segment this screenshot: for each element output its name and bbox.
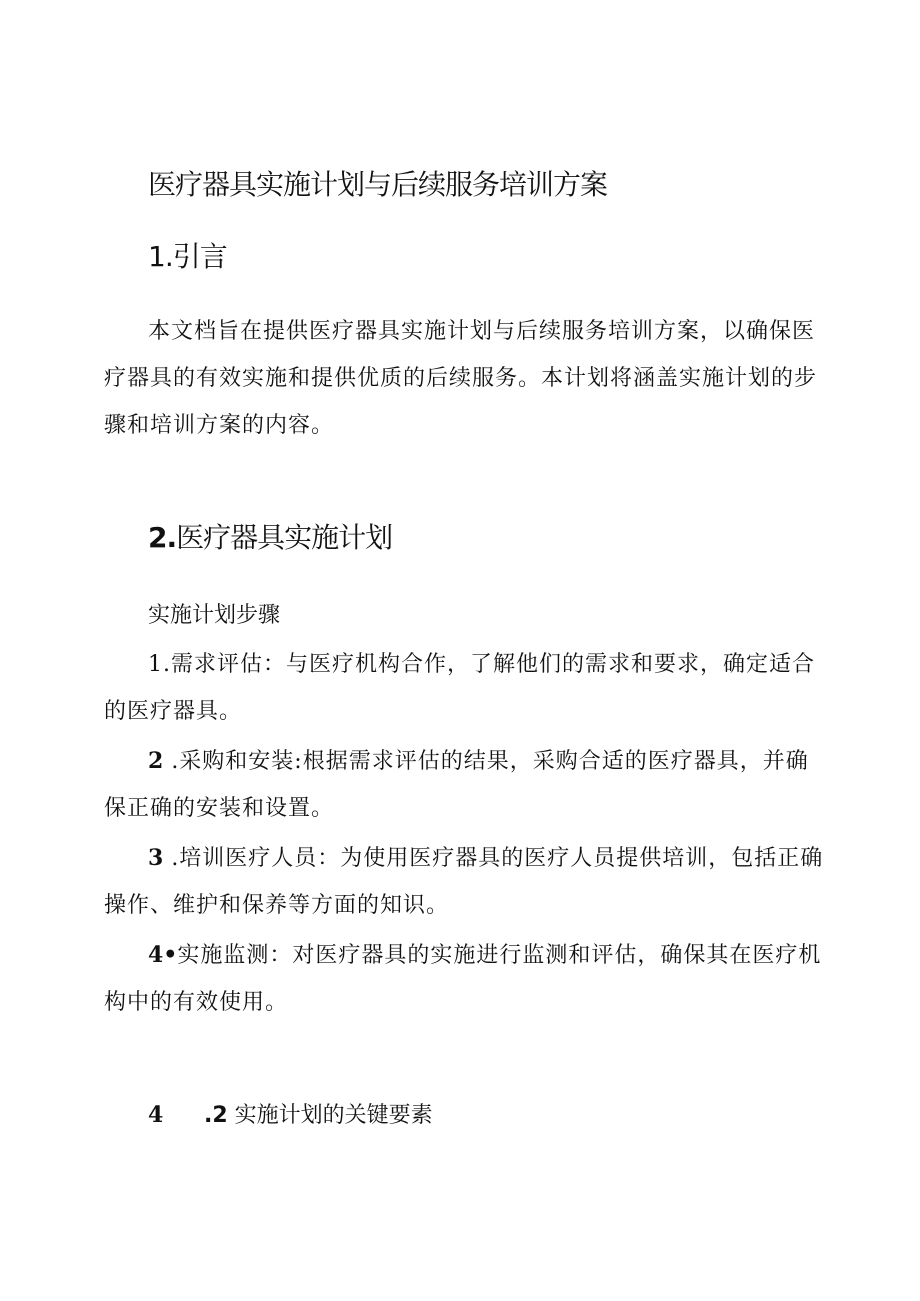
subsection-heading-key-elements bbox=[148, 1095, 433, 1136]
list-item-number: 4• bbox=[148, 942, 178, 968]
list-item bbox=[104, 932, 824, 1026]
document-title: 医疗器具实施计划与后续服务培训方案 bbox=[148, 168, 608, 201]
subheading-plan-steps: 实施计划步骤 bbox=[148, 603, 281, 628]
subsection-number: 4 bbox=[148, 1102, 164, 1128]
list-item-text: .培训医疗人员：为使用医疗器具的医疗人员提供培训，包括正确操作、维护和保养等方面的知识。 bbox=[104, 846, 824, 918]
list-item-number: 1. bbox=[148, 652, 171, 677]
subsection-heading-text: 实施计划的关键要素 bbox=[234, 1103, 433, 1128]
list-item-text: 实施监测：对医疗器具的实施进行监测和评估，确保其在医疗机构中的有效使用。 bbox=[104, 943, 822, 1015]
list-item bbox=[104, 738, 824, 832]
list-item bbox=[104, 835, 824, 929]
introduction-paragraph: 本文档旨在提供医疗器具实施计划与后续服务培训方案，以确保医疗器具的有效实施和提供优质的后续服务。本计划将涵盖实施计划的步骤和培训方案的内容。 bbox=[104, 319, 818, 438]
list-item-text: .采购和安装:根据需求评估的结果，采购合适的医疗器具，并确保正确的安装和设置。 bbox=[104, 749, 809, 821]
list-item-number: 3 bbox=[148, 845, 164, 871]
section-heading-text: 医疗器具实施计划 bbox=[176, 521, 393, 554]
list-item bbox=[104, 641, 824, 735]
list-item-text: 需求评估：与医疗机构合作，了解他们的需求和要求，确定适合的医疗器具。 bbox=[104, 652, 816, 724]
section-heading-introduction: 1.引言 bbox=[148, 240, 227, 273]
section-number: 2. bbox=[148, 521, 177, 554]
list-item-number: 2 bbox=[148, 748, 164, 774]
subsection-subnumber: .2 bbox=[204, 1103, 228, 1128]
section-heading-implementation-plan bbox=[148, 518, 392, 558]
